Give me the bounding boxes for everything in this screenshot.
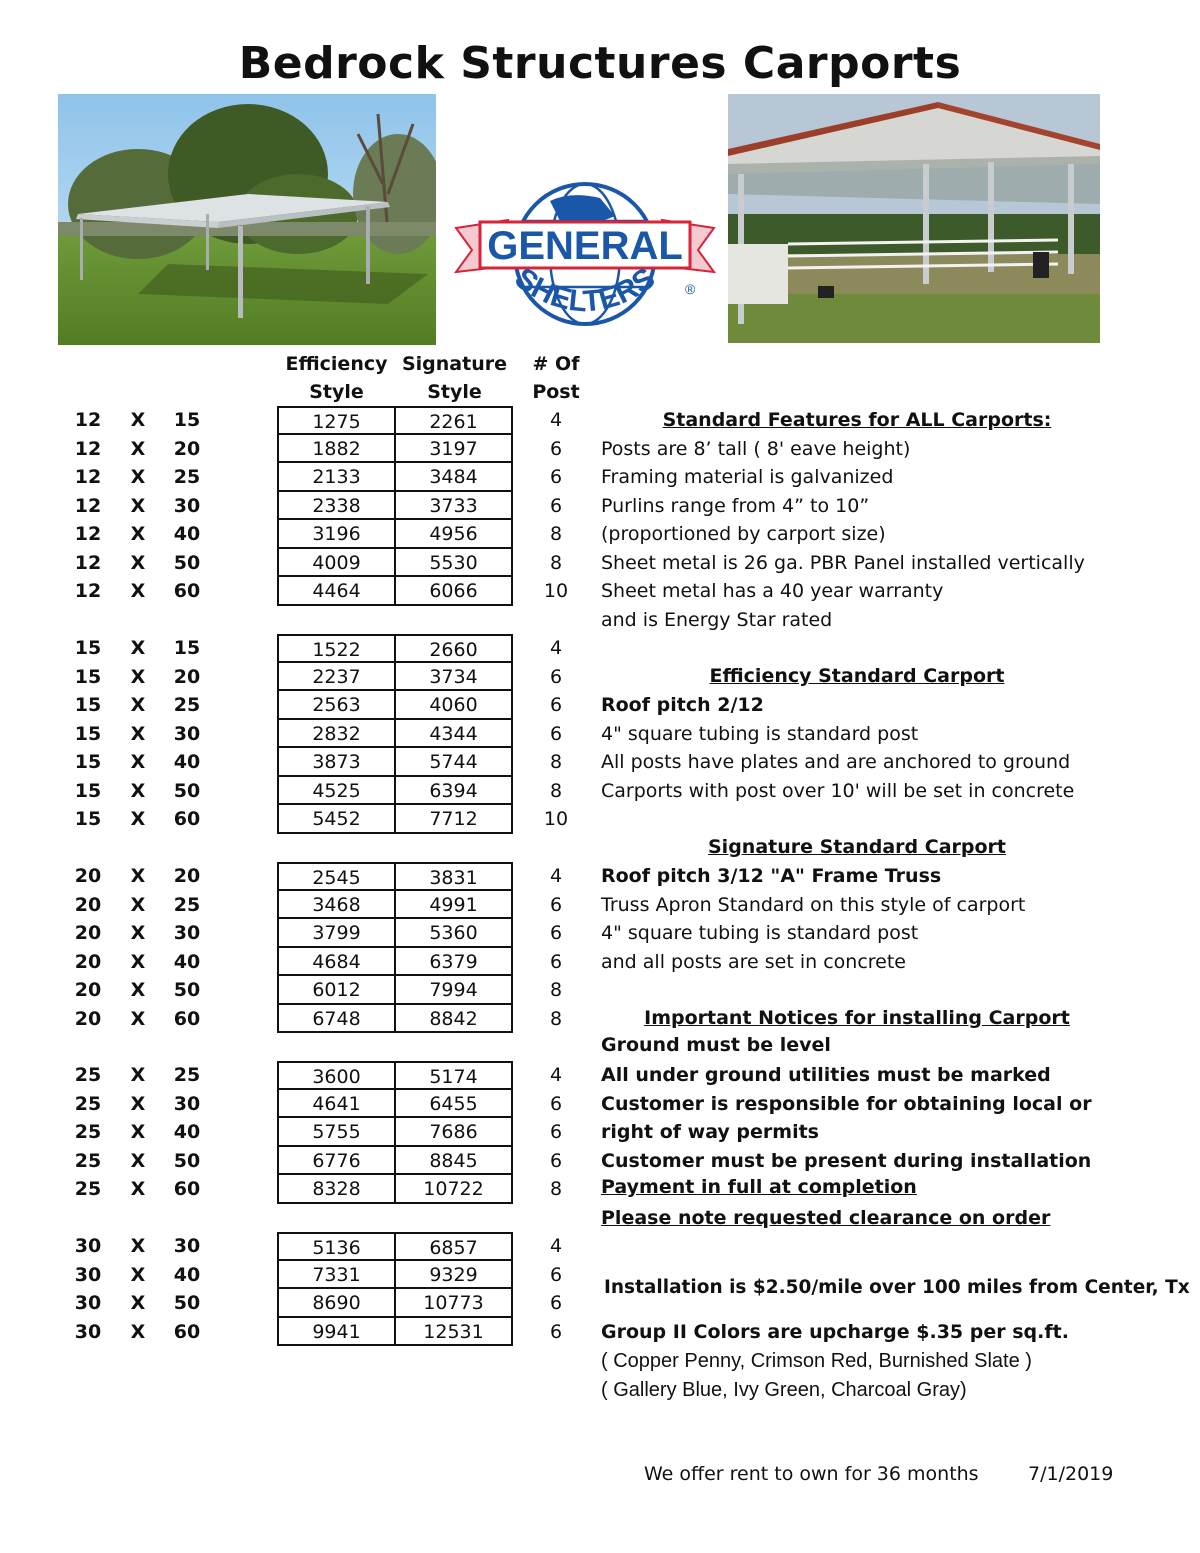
table-row: 30 X 40 7331 9329 6: [0, 1261, 600, 1290]
post-count-header: # Of Post: [532, 353, 580, 403]
notice-line: All under ground utilities must be marked: [601, 1064, 1051, 1086]
signature-style-header: Signature Style: [401, 353, 507, 403]
table-row: 15 X 25 2563 4060 6: [0, 691, 600, 720]
table-row: 20 X 50 6012 7994 8: [0, 976, 600, 1005]
group-colors-list-2: ( Gallery Blue, Ivy Green, Charcoal Gray): [601, 1379, 967, 1401]
table-row: 25 X 50 6776 8845 6: [0, 1147, 600, 1176]
table-row: 12 X 50 4009 5530 8: [0, 549, 600, 578]
notice-line: Customer must be present during installation: [601, 1149, 1092, 1172]
feature-line: (proportioned by carport size): [601, 523, 886, 545]
group-colors-list-1: ( Copper Penny, Crimson Red, Burnished Slate ): [601, 1350, 1032, 1372]
payment-notice: Payment in full at completion: [601, 1176, 917, 1198]
signature-line: 4" square tubing is standard post: [601, 922, 919, 944]
table-row: 25 X 25 3600 5174 4: [0, 1061, 600, 1090]
table-row: 15 X 60 5452 7712 10: [0, 805, 600, 834]
table-row: 20 X 40 4684 6379 6: [0, 948, 600, 977]
efficiency-line: Carports with post over 10' will be set in concrete: [601, 779, 1075, 802]
table-row: 15 X 40 3873 5744 8: [0, 748, 600, 777]
carport-photo-left: [58, 94, 436, 345]
efficiency-roof-pitch: Roof pitch 2/12: [601, 694, 764, 716]
general-shelters-logo: [450, 176, 720, 346]
page-title: Bedrock Structures Carports: [238, 38, 962, 89]
signature-line: and all posts are set in concrete: [601, 950, 906, 973]
feature-line: Posts are 8’ tall ( 8' eave height): [601, 437, 911, 460]
rent-to-own-note: We offer rent to own for 36 months: [644, 1463, 979, 1485]
table-row: 25 X 30 4641 6455 6: [0, 1090, 600, 1119]
table-row: 20 X 20 2545 3831 4: [0, 862, 600, 891]
feature-line: Sheet metal is 26 ga. PBR Panel installed vertically: [601, 551, 1085, 574]
feature-line: Framing material is galvanized: [601, 466, 894, 488]
efficiency-heading: Efficiency Standard Carport: [709, 665, 1005, 687]
notice-line: Ground must be level: [601, 1034, 831, 1056]
carport-photo-right: [728, 94, 1100, 343]
table-row: 30 X 50 8690 10773 6: [0, 1289, 600, 1318]
table-row: 12 X 30 2338 3733 6: [0, 492, 600, 521]
notices-heading: Important Notices for installing Carport: [644, 1007, 1070, 1029]
efficiency-style-header: Efficiency Style: [285, 353, 388, 403]
table-row: 15 X 30 2832 4344 6: [0, 720, 600, 749]
table-row: 30 X 60 9941 12531 6: [0, 1318, 600, 1347]
logo-text-shelters: SHELTERS: [508, 261, 662, 319]
clearance-notice: Please note requested clearance on order: [601, 1207, 1051, 1229]
signature-line: Truss Apron Standard on this style of carport: [601, 893, 1026, 916]
feature-line: and is Energy Star rated: [601, 608, 833, 631]
signature-heading: Signature Standard Carport: [708, 836, 1006, 858]
table-row: 20 X 60 6748 8842 8: [0, 1005, 600, 1034]
date-label: 7/1/2019: [1028, 1463, 1114, 1485]
table-row: 25 X 60 8328 10722 8: [0, 1175, 600, 1204]
table-row: 12 X 20 1882 3197 6: [0, 435, 600, 464]
feature-line: Purlins range from 4” to 10”: [601, 494, 870, 517]
standard-features-heading: Standard Features for ALL Carports:: [662, 409, 1052, 431]
table-row: 15 X 15 1522 2660 4: [0, 634, 600, 663]
registered-mark: ®: [685, 281, 696, 297]
table-row: 12 X 40 3196 4956 8: [0, 520, 600, 549]
table-row: 15 X 50 4525 6394 8: [0, 777, 600, 806]
logo-text-general: GENERAL: [487, 224, 683, 268]
installation-note: Installation is $2.50/mile over 100 miles from Center, Tx: [604, 1277, 1190, 1298]
group-colors-note: Group II Colors are upcharge $.35 per sq.ft.: [601, 1321, 1069, 1343]
feature-line: Sheet metal has a 40 year warranty: [601, 580, 944, 602]
table-row: 30 X 30 5136 6857 4: [0, 1232, 600, 1261]
notice-line: right of way permits: [601, 1121, 819, 1143]
table-row: 12 X 15 1275 2261 4: [0, 406, 600, 435]
efficiency-line: 4" square tubing is standard post: [601, 722, 919, 745]
table-row: 12 X 60 4464 6066 10: [0, 577, 600, 606]
table-row: 25 X 40 5755 7686 6: [0, 1118, 600, 1147]
table-row: 20 X 25 3468 4991 6: [0, 891, 600, 920]
efficiency-line: All posts have plates and are anchored to ground: [601, 751, 1071, 773]
notice-line: Customer is responsible for obtaining local or: [601, 1092, 1092, 1115]
signature-roof-pitch: Roof pitch 3/12 "A" Frame Truss: [601, 865, 942, 887]
table-row: 12 X 25 2133 3484 6: [0, 463, 600, 492]
table-row: 15 X 20 2237 3734 6: [0, 663, 600, 692]
table-row: 20 X 30 3799 5360 6: [0, 919, 600, 948]
